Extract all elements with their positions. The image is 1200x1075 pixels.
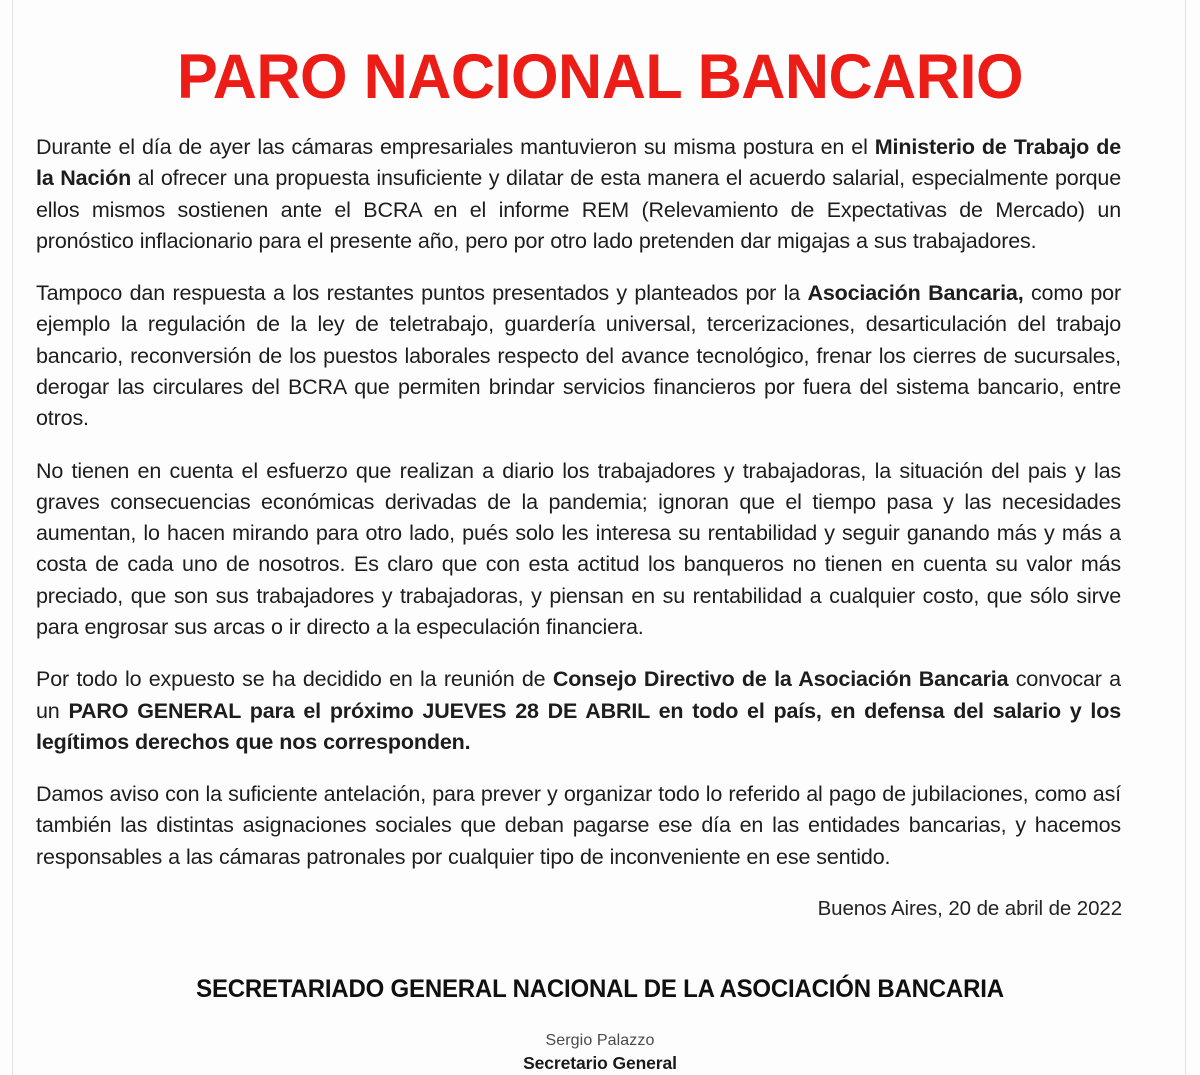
- body-text: No tienen en cuenta el esfuerzo que realizan a diario los trabajadores y trabajadoras, la situación del pais y las graves consecuencias económicas derivadas de la pandemia; ignoran que el tiempo pasa y las necesidades aumentan, lo hacen mirando para otro lado, pués solo les interesa su rentabilidad y seguir ganando más y más a costa de cada uno de nosotros. Es claro que con esta actitud los banqueros no tienen en cuenta su valor más preciado, que son sus trabajadores y trabajadoras, y piensan en su rentabilidad a cualquier costo, que sólo sirve para engrosar sus arcas o ir directo a la especulación financiera.: [36, 458, 1121, 639]
- emphasis-text: Consejo Directivo de la Asociación Bancaria: [552, 667, 1009, 692]
- signature-heading: SECRETARIADO GENERAL NACIONAL DE LA ASOCIACIÓN BANCARIA: [196, 975, 1004, 1003]
- document-body: [36, 132, 1121, 873]
- page-title: PARO NACIONAL BANCARIO: [176, 42, 1023, 113]
- page-right-border: [1185, 0, 1186, 1075]
- body-text: convocar a un: [36, 667, 1121, 723]
- body-text: Tampoco dan respuesta a los restantes puntos presentados y planteados por la: [36, 281, 808, 306]
- paragraph-2: [36, 278, 1121, 434]
- signature-block: [0, 975, 1200, 1074]
- emphasis-text: Ministerio de Trabajo de la Nación: [36, 135, 1122, 191]
- body-text: Por todo lo expuesto se ha decidido en la reunión de: [36, 667, 553, 692]
- date-line: Buenos Aires, 20 de abril de 2022: [817, 897, 1122, 920]
- emphasis-text: Asociación Bancaria,: [807, 281, 1024, 306]
- body-text: Damos aviso con la suficiente antelación, para prever y organizar todo lo referido al pago de jubilaciones, como así también las distintas asignaciones sociales que deban pagarse ese día en las entidades bancarias, y hacemos responsables a las cámaras patronales por cualquier tipo de inconveniente en ese sentido.: [36, 782, 1121, 869]
- paragraph-5: [36, 779, 1121, 873]
- page-left-border: [12, 0, 13, 1075]
- body-text: como por ejemplo la regulación de la ley de teletrabajo, guardería universal, tercerizaciones, desarticulación del trabajo bancario, reconversión de los puestos laborales respecto del avance tecnológico, frenar los cierres de sucursales, derogar las circulares del BCRA que permiten brindar servicios financieros por fuera del sistema bancario, entre otros.: [36, 281, 1121, 431]
- paragraph-1: [36, 132, 1121, 257]
- body-text: al ofrecer una propuesta insuficiente y dilatar de esta manera el acuerdo salarial, especialmente porque ellos mismos sostienen ante el BCRA en el informe REM (Relevamiento de Expectativas de Mercado) un pronóstico inflacionario para el presente año, pero por otro lado pretenden dar migajas a sus trabajadores.: [36, 166, 1122, 253]
- emphasis-text: PARO GENERAL para el próximo JUEVES 28 DE ABRIL en todo el país, en defensa del salario y los legítimos derechos que nos corresponden.: [36, 698, 1122, 754]
- signatory-name: Sergio Palazzo: [545, 1032, 655, 1049]
- paragraph-3: [36, 456, 1121, 644]
- paragraph-4: [36, 664, 1121, 758]
- body-text: Durante el día de ayer las cámaras empresariales mantuvieron su misma postura en el: [36, 135, 875, 159]
- signatory-role: Secretario General: [523, 1053, 677, 1073]
